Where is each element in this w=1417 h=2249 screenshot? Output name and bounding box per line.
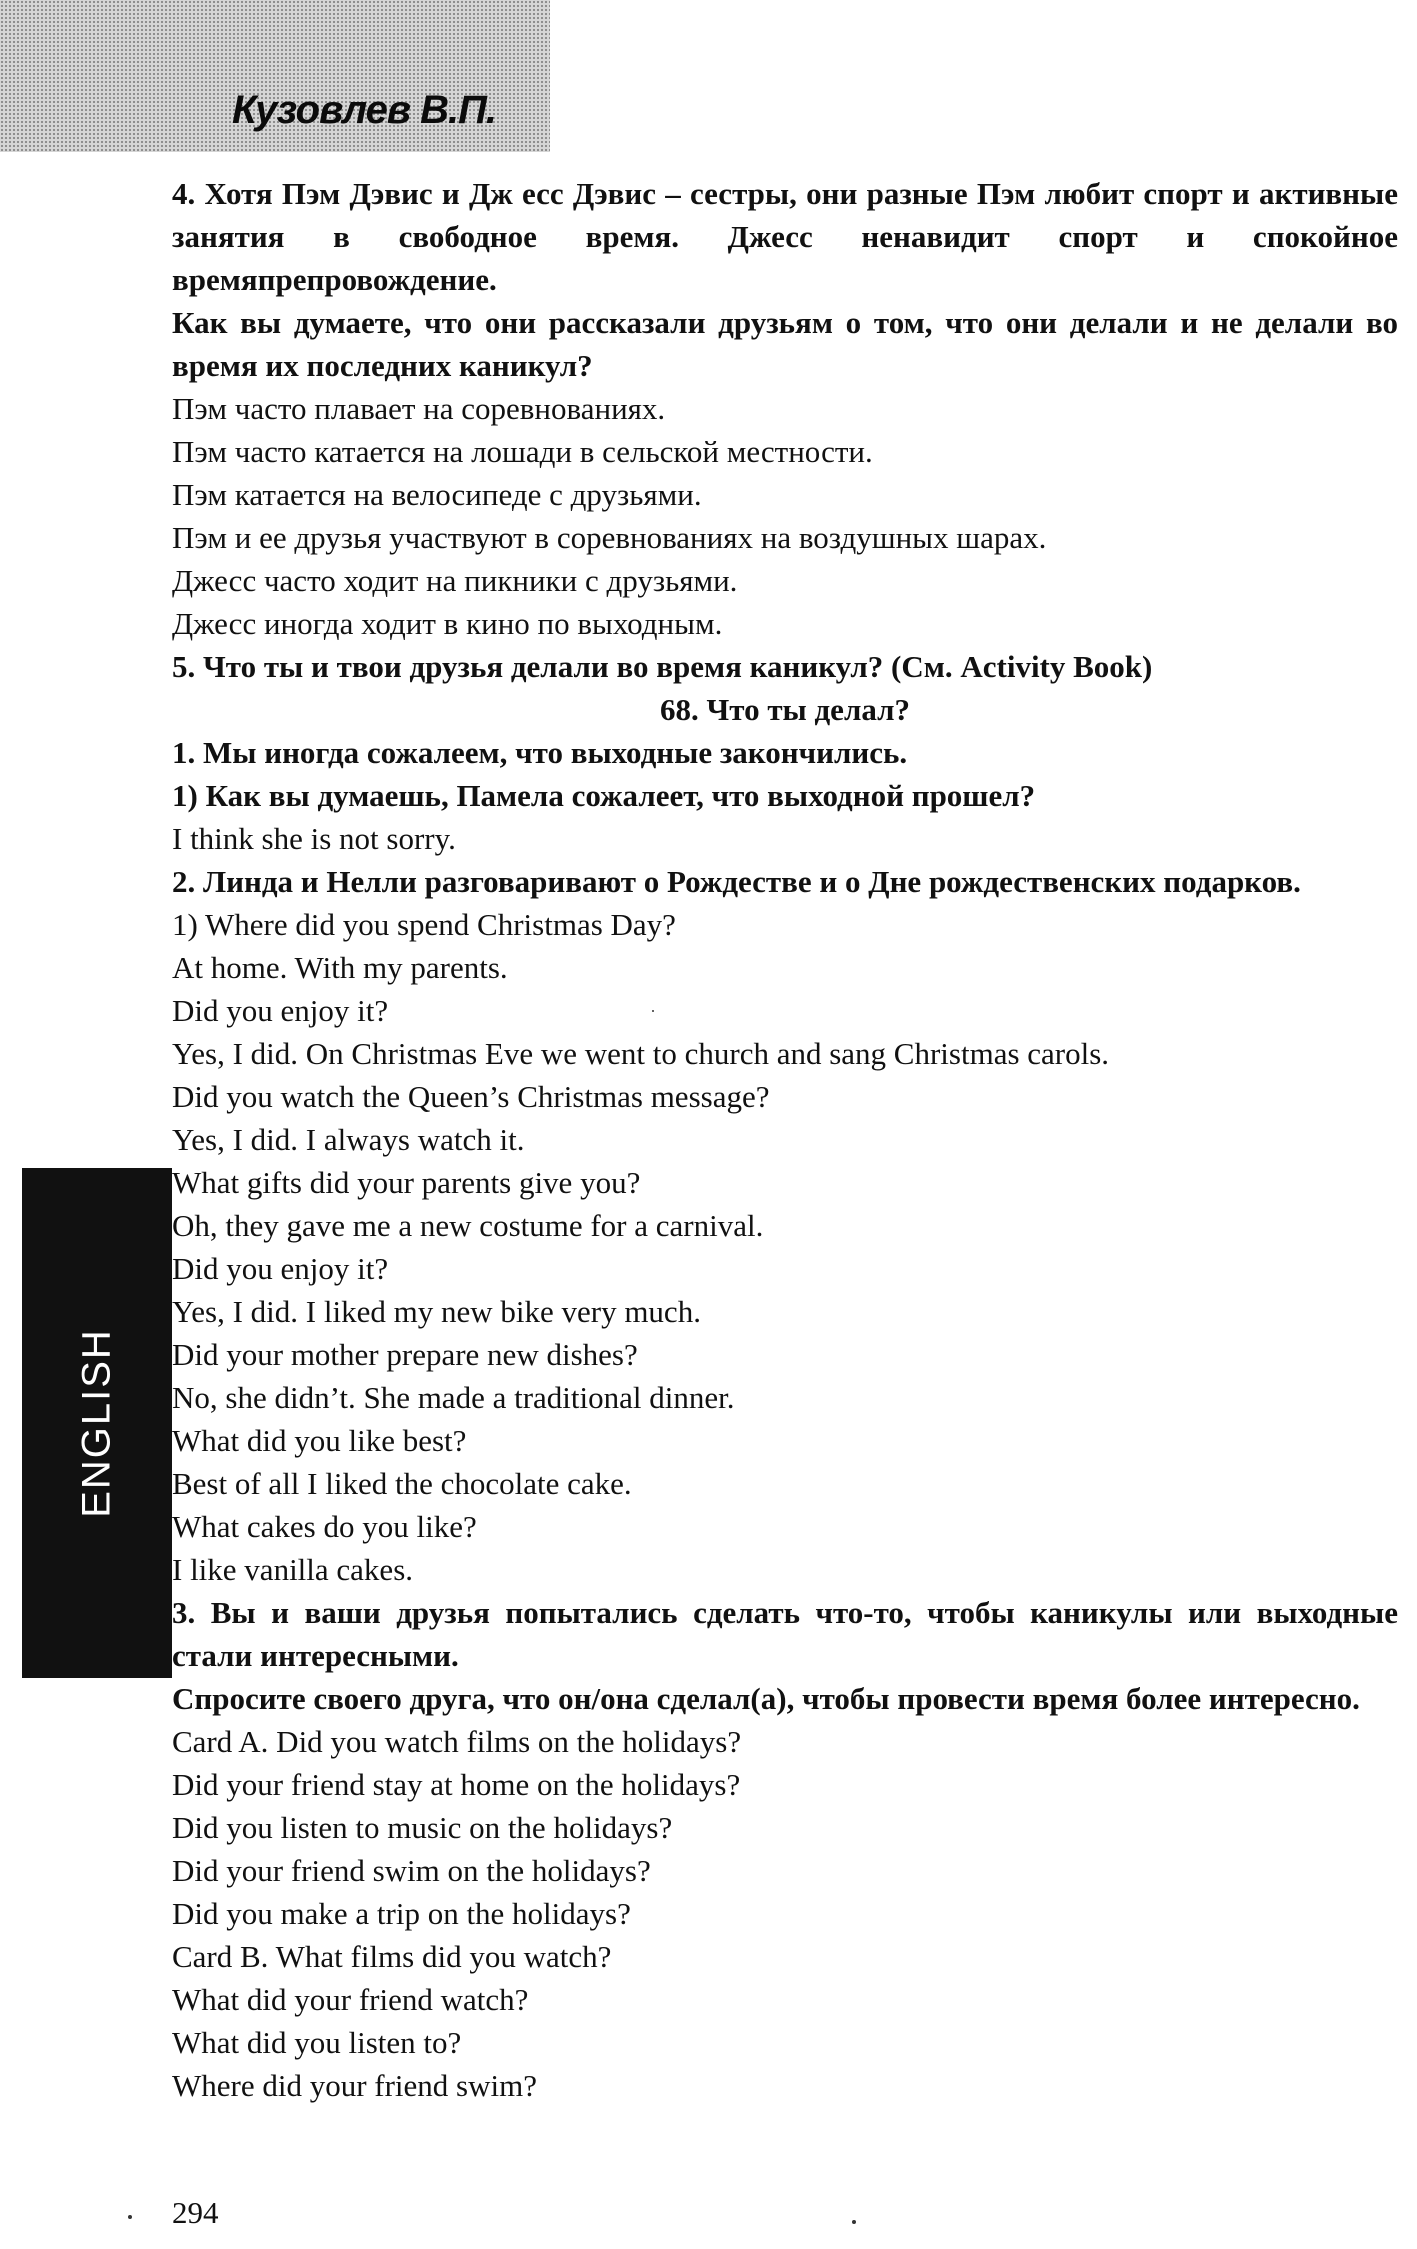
text-line: Джесс часто ходит на пикники с друзьями. — [172, 563, 738, 598]
text-line: Пэм часто катается на лошади в сельской местности. — [172, 434, 873, 469]
heading-line: 5. Что ты и твои друзья делали во время каникул? (См. Activity Book) — [172, 649, 1153, 684]
text-line: Oh, they gave me a new costume for a carnival. — [172, 1208, 764, 1243]
text-line: Did you enjoy it? — [172, 993, 389, 1028]
text-line: Did your friend swim on the holidays? — [172, 1853, 651, 1888]
page-content — [172, 172, 1398, 2107]
heading-line: 68. Что ты делал? — [660, 692, 910, 727]
text-line: What gifts did your parents give you? — [172, 1165, 641, 1200]
text-line: What did you listen to? — [172, 2025, 462, 2060]
text-line: Yes, I did. On Christmas Eve we went to church and sang Christmas carols. — [172, 1036, 1110, 1071]
text-line: 1) Where did you spend Christmas Day? — [172, 907, 676, 942]
text-line: Card B. What films did you watch? — [172, 1939, 612, 1974]
side-tab — [22, 1168, 172, 1678]
text-line: Джесс иногда ходит в кино по выходным. — [172, 606, 723, 641]
heading-line: 3. Вы и ваши друзья попытались сделать что-то, чтобы каникулы или выходные стали интересными. — [172, 1595, 1398, 1673]
text-line: What did you like best? — [172, 1423, 467, 1458]
text-line: Yes, I did. I liked my new bike very much. — [172, 1294, 701, 1329]
text-line: Пэм и ее друзья участвуют в соревнованиях на воздушных шарах. — [172, 520, 1047, 555]
heading-line: 4. Хотя Пэм Дэвис и Дж есс Дэвис – сестры, они разные Пэм любит спорт и активные занятия в свободное время. Джесс ненавидит спорт и спокойное времяпрепровождение. — [172, 176, 1398, 297]
heading-line: Как вы думаете, что они рассказали друзьям о том, что они делали и не делали во время их последних каникул? — [172, 305, 1398, 383]
text-line: Did your friend stay at home on the holidays? — [172, 1767, 741, 1802]
speck-mark — [652, 1010, 654, 1012]
text-line: I like vanilla cakes. — [172, 1552, 414, 1587]
text-line: Did you listen to music on the holidays? — [172, 1810, 673, 1845]
text-line: Best of all I liked the chocolate cake. — [172, 1466, 632, 1501]
text-line: I think she is not sorry. — [172, 821, 456, 856]
text-line: No, she didn’t. She made a traditional dinner. — [172, 1380, 735, 1415]
author-name: Кузовлев В.П. — [232, 88, 497, 132]
text-line: What did your friend watch? — [172, 1982, 529, 2017]
text-line: Card A. Did you watch films on the holidays? — [172, 1724, 742, 1759]
text-line: Did your mother prepare new dishes? — [172, 1337, 638, 1372]
text-line: Did you enjoy it? — [172, 1251, 389, 1286]
heading-line: 1. Мы иногда сожалеем, что выходные закончились. — [172, 735, 908, 770]
text-line: What cakes do you like? — [172, 1509, 477, 1544]
text-line: Did you make a trip on the holidays? — [172, 1896, 631, 1931]
heading-line: 1) Как вы думаешь, Памела сожалеет, что выходной прошел? — [172, 778, 1036, 813]
heading-line: Спросите своего друга, что он/она сделал(а), чтобы провести время более интересно. — [172, 1681, 1360, 1716]
text-line: Did you watch the Queen’s Christmas message? — [172, 1079, 770, 1114]
text-line: At home. With my parents. — [172, 950, 508, 985]
text-line: Пэм катается на велосипеде с друзьями. — [172, 477, 702, 512]
text-line: Where did your friend swim? — [172, 2068, 537, 2103]
text-line: Yes, I did. I always watch it. — [172, 1122, 525, 1157]
speck-mark — [128, 2215, 132, 2219]
speck-mark — [852, 2220, 856, 2224]
heading-line: 2. Линда и Нелли разговаривают о Рождестве и о Дне рождественских подарков. — [172, 864, 1301, 899]
side-tab-label: ENGLISH — [74, 1328, 119, 1518]
text-line: Пэм часто плавает на соревнованиях. — [172, 391, 666, 426]
page-number: 294 — [172, 2195, 219, 2230]
